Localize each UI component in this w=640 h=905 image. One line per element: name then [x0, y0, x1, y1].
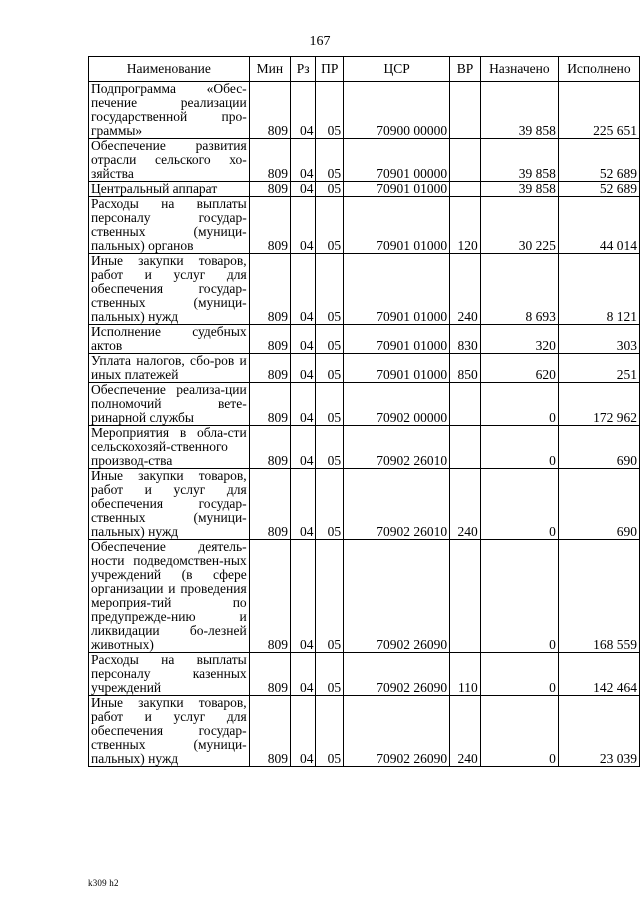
row-pr: 05 — [316, 383, 344, 426]
row-min: 809 — [249, 696, 290, 767]
row-vr — [450, 540, 481, 653]
header-rz: Рз — [290, 57, 315, 82]
row-rz: 04 — [290, 696, 315, 767]
row-naznacheno: 30 225 — [480, 197, 558, 254]
row-naznacheno: 8 693 — [480, 254, 558, 325]
row-vr — [450, 383, 481, 426]
table-row — [89, 696, 640, 767]
row-csr: 70901 01000 — [344, 182, 450, 197]
header-min: Мин — [249, 57, 290, 82]
table-row — [89, 540, 640, 653]
row-csr: 70902 26090 — [344, 540, 450, 653]
table-row — [89, 197, 640, 254]
row-vr: 240 — [450, 696, 481, 767]
table-row — [89, 426, 640, 469]
row-rz: 04 — [290, 197, 315, 254]
row-min: 809 — [249, 426, 290, 469]
row-rz: 04 — [290, 354, 315, 383]
row-vr: 120 — [450, 197, 481, 254]
row-csr: 70901 01000 — [344, 197, 450, 254]
budget-table — [88, 56, 640, 767]
row-ispolneno: 690 — [558, 426, 639, 469]
row-csr: 70901 01000 — [344, 354, 450, 383]
row-rz: 04 — [290, 383, 315, 426]
row-pr: 05 — [316, 354, 344, 383]
row-naznacheno: 0 — [480, 469, 558, 540]
table-row — [89, 653, 640, 696]
row-rz: 04 — [290, 325, 315, 354]
row-csr: 70901 01000 — [344, 325, 450, 354]
header-csr: ЦСР — [344, 57, 450, 82]
row-min: 809 — [249, 469, 290, 540]
row-ispolneno: 8 121 — [558, 254, 639, 325]
table-row — [89, 325, 640, 354]
row-min: 809 — [249, 540, 290, 653]
header-vr: ВР — [450, 57, 481, 82]
row-csr: 70901 01000 — [344, 254, 450, 325]
row-ispolneno: 52 689 — [558, 182, 639, 197]
row-ispolneno: 52 689 — [558, 139, 639, 182]
row-name: Иные закупки товаров, работ и услуг для обеспечения государ-ственных (муници-пальных) нужд — [89, 696, 250, 767]
row-rz: 04 — [290, 469, 315, 540]
row-csr: 70901 00000 — [344, 139, 450, 182]
row-min: 809 — [249, 354, 290, 383]
row-pr: 05 — [316, 82, 344, 139]
row-rz: 04 — [290, 182, 315, 197]
row-min: 809 — [249, 82, 290, 139]
row-name: Исполнение судебных актов — [89, 325, 250, 354]
row-naznacheno: 39 858 — [480, 139, 558, 182]
row-csr: 70902 26010 — [344, 469, 450, 540]
table-row — [89, 354, 640, 383]
row-min: 809 — [249, 182, 290, 197]
row-ispolneno: 44 014 — [558, 197, 639, 254]
row-name: Обеспечение деятель-ности подведомствен-ных учреждений (в сфере организации и проведения мероприя-тий по предупрежде-нию и ликвидации бо-лезней животных) — [89, 540, 250, 653]
row-vr — [450, 182, 481, 197]
row-vr: 240 — [450, 469, 481, 540]
row-ispolneno: 23 039 — [558, 696, 639, 767]
row-vr: 850 — [450, 354, 481, 383]
row-pr: 05 — [316, 696, 344, 767]
row-name: Уплата налогов, сбо-ров и иных платежей — [89, 354, 250, 383]
row-rz: 04 — [290, 82, 315, 139]
row-min: 809 — [249, 254, 290, 325]
table-row — [89, 469, 640, 540]
row-vr: 110 — [450, 653, 481, 696]
table-body — [89, 82, 640, 767]
row-naznacheno: 0 — [480, 696, 558, 767]
header-ispolneno: Исполнено — [558, 57, 639, 82]
row-csr: 70902 26090 — [344, 696, 450, 767]
header-row — [89, 57, 640, 82]
row-naznacheno: 0 — [480, 426, 558, 469]
footer-code: k309 h2 — [88, 878, 119, 888]
row-name: Обеспечение реализа-ции полномочий вете-ринарной службы — [89, 383, 250, 426]
row-min: 809 — [249, 653, 290, 696]
row-csr: 70900 00000 — [344, 82, 450, 139]
row-pr: 05 — [316, 182, 344, 197]
table-row — [89, 182, 640, 197]
row-naznacheno: 39 858 — [480, 182, 558, 197]
row-name: Мероприятия в обла-сти сельскохозяй-ственного производ-ства — [89, 426, 250, 469]
row-name: Расходы на выплаты персоналу государ-ственных (муници-пальных) органов — [89, 197, 250, 254]
row-rz: 04 — [290, 653, 315, 696]
row-csr: 70902 00000 — [344, 383, 450, 426]
table-row — [89, 254, 640, 325]
row-naznacheno: 39 858 — [480, 82, 558, 139]
row-min: 809 — [249, 197, 290, 254]
row-pr: 05 — [316, 653, 344, 696]
row-naznacheno: 0 — [480, 540, 558, 653]
row-pr: 05 — [316, 325, 344, 354]
row-rz: 04 — [290, 139, 315, 182]
row-pr: 05 — [316, 540, 344, 653]
row-csr: 70902 26090 — [344, 653, 450, 696]
row-vr — [450, 82, 481, 139]
row-naznacheno: 0 — [480, 383, 558, 426]
table-row — [89, 383, 640, 426]
row-rz: 04 — [290, 426, 315, 469]
row-vr: 830 — [450, 325, 481, 354]
row-vr: 240 — [450, 254, 481, 325]
row-ispolneno: 168 559 — [558, 540, 639, 653]
row-name: Иные закупки товаров, работ и услуг для обеспечения государ-ственных (муници-пальных) нужд — [89, 254, 250, 325]
row-naznacheno: 620 — [480, 354, 558, 383]
row-min: 809 — [249, 383, 290, 426]
table-row — [89, 139, 640, 182]
table-row — [89, 82, 640, 139]
row-csr: 70902 26010 — [344, 426, 450, 469]
row-min: 809 — [249, 325, 290, 354]
row-pr: 05 — [316, 254, 344, 325]
row-ispolneno: 225 651 — [558, 82, 639, 139]
row-pr: 05 — [316, 139, 344, 182]
row-name: Обеспечение развития отрасли сельского хо-зяйства — [89, 139, 250, 182]
row-ispolneno: 690 — [558, 469, 639, 540]
header-name: Наименование — [89, 57, 250, 82]
row-rz: 04 — [290, 254, 315, 325]
row-pr: 05 — [316, 469, 344, 540]
row-ispolneno: 172 962 — [558, 383, 639, 426]
table-header — [89, 57, 640, 82]
row-min: 809 — [249, 139, 290, 182]
row-ispolneno: 303 — [558, 325, 639, 354]
row-ispolneno: 251 — [558, 354, 639, 383]
row-name: Расходы на выплаты персоналу казенных учреждений — [89, 653, 250, 696]
row-rz: 04 — [290, 540, 315, 653]
row-pr: 05 — [316, 197, 344, 254]
row-name: Подпрограмма «Обес-печение реализации государственной про-граммы» — [89, 82, 250, 139]
header-pr: ПР — [316, 57, 344, 82]
page-number: 167 — [309, 34, 331, 49]
header-naznacheno: Назначено — [480, 57, 558, 82]
row-name: Центральный аппарат — [89, 182, 250, 197]
row-ispolneno: 142 464 — [558, 653, 639, 696]
row-naznacheno: 320 — [480, 325, 558, 354]
row-vr — [450, 139, 481, 182]
row-pr: 05 — [316, 426, 344, 469]
row-naznacheno: 0 — [480, 653, 558, 696]
row-name: Иные закупки товаров, работ и услуг для обеспечения государ-ственных (муници-пальных) нужд — [89, 469, 250, 540]
row-vr — [450, 426, 481, 469]
